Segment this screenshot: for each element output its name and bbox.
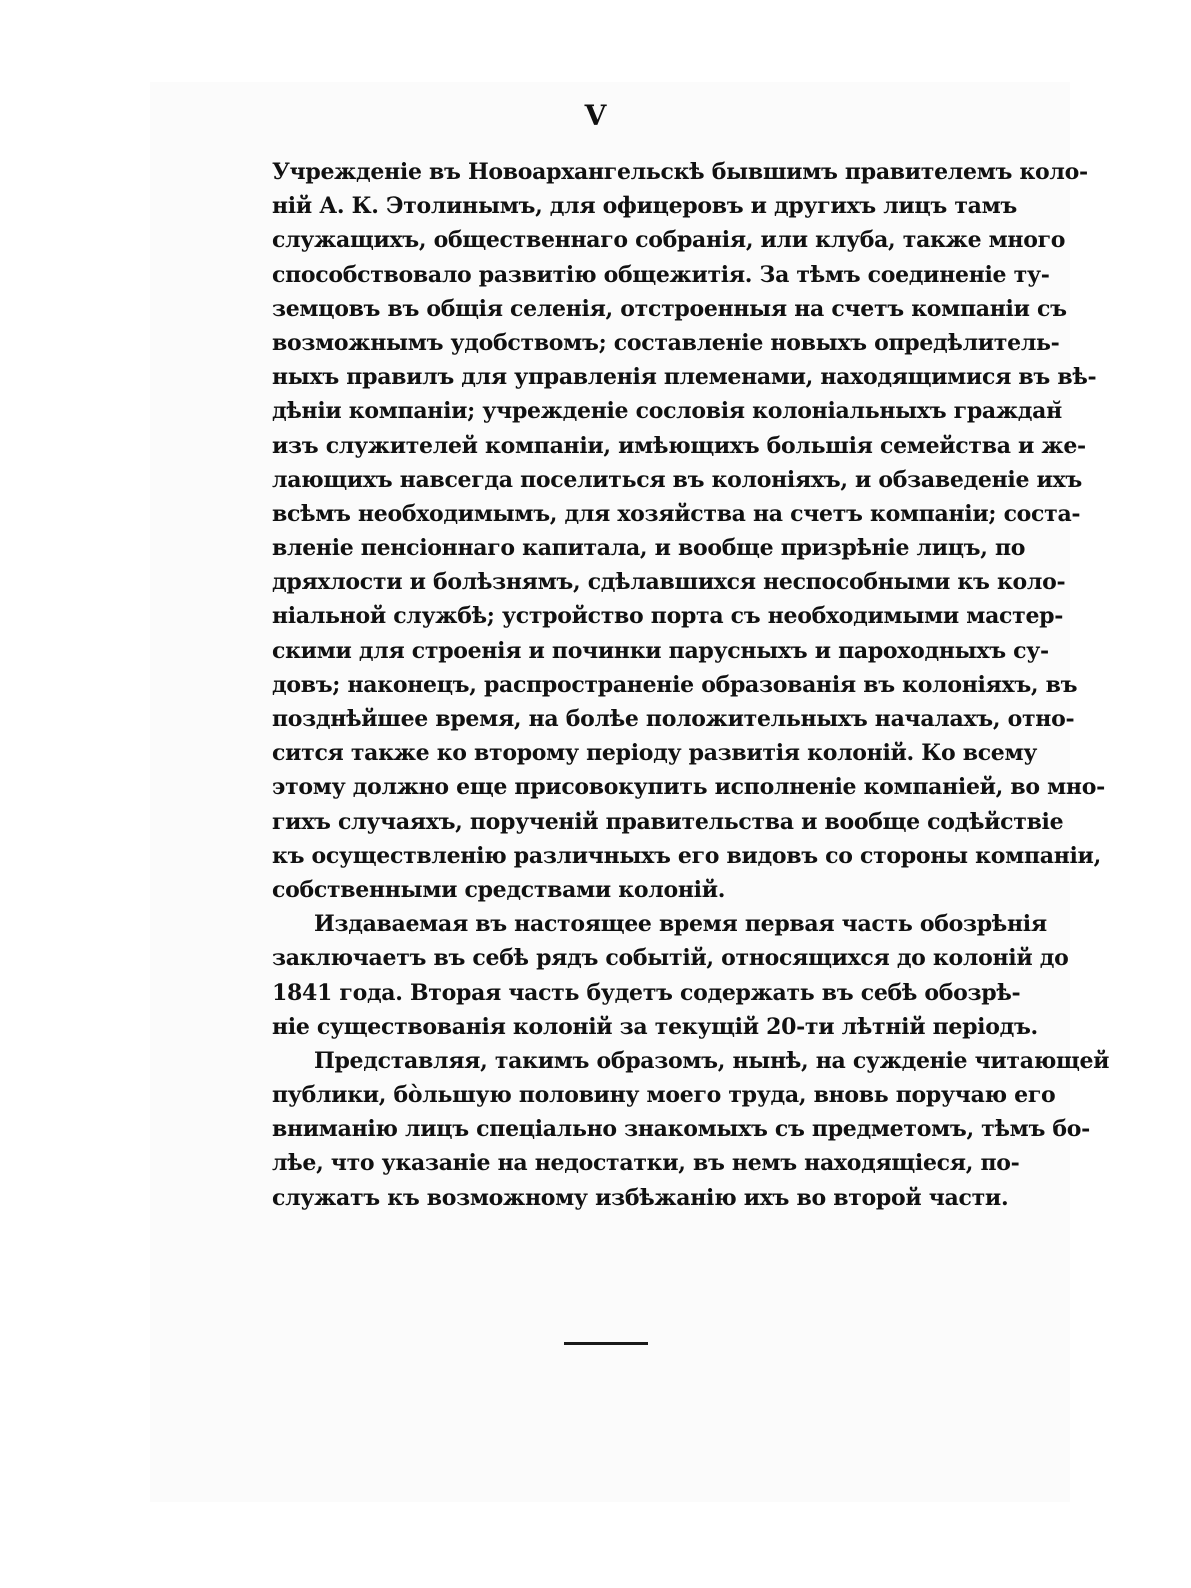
- text-line: Издаваемая въ настоящее время первая часть обозрѣнія: [314, 911, 1047, 938]
- text-line: позднѣйшее время, на болѣе положительныхъ началахъ, отно-: [272, 706, 1075, 732]
- text-line: вленіе пенсіоннаго капитала, и вообще призрѣніе лицъ, по: [272, 535, 1026, 562]
- text-line: ніальной службѣ; устройство порта съ необходимыми мастер-: [272, 603, 1064, 630]
- text-line: дѣніи компаніи; учрежденіе сословія колоніальныхъ граждан̆: [272, 398, 1062, 425]
- text-line: ніе существованія колоній за текущій 20-ти лѣтній періодъ.: [272, 1013, 1038, 1040]
- text-line: собственными средствами колоній.: [272, 876, 726, 903]
- text-line: лающихъ навсегда поселиться въ колоніяхъ, и обзаведеніе ихъ: [272, 466, 1082, 493]
- text-line: лѣе, что указаніе на недостатки, въ немъ находящіеся, по-: [272, 1150, 1020, 1177]
- text-line: всѣмъ необходимымъ, для хозяйства на счетъ компаніи; соста-: [272, 500, 1081, 527]
- text-line: гихъ случаяхъ, порученій правительства и вообще содѣйствіе: [272, 808, 1064, 835]
- text-line: сится также ко второму періоду развитія колоній. Ко всему: [272, 740, 1038, 767]
- text-line: этому должно еще присовокупить исполненіе компаніей, во мно-: [272, 774, 1105, 801]
- text-line: къ осуществленію различныхъ его видовъ со стороны компаніи,: [272, 842, 1101, 869]
- text-line: способствовало развитію общежитія. За тѣмъ соединеніе ту-: [272, 261, 1050, 288]
- text-line: скими для строенія и починки парусныхъ и пароходныхъ су-: [272, 637, 1049, 664]
- text-line: вниманію лицъ спеціально знакомыхъ съ предметомъ, тѣмъ бо-: [272, 1116, 1090, 1143]
- text-line: служатъ къ возможному избѣжанію ихъ во второй части.: [272, 1184, 1009, 1211]
- text-line: ныхъ правилъ для управленія племенами, находящимися въ вѣ-: [272, 364, 1097, 391]
- body-text: [272, 155, 1110, 1215]
- text-line: изъ служителей компаніи, имѣющихъ большія семейства и же-: [272, 432, 1086, 459]
- text-line: ній А. К. Этолинымъ, для офицеровъ и другихъ лицъ тамъ: [272, 193, 1017, 220]
- text-line: земцовъ въ общія селенія, отстроенныя на счетъ компаніи съ: [272, 295, 1067, 322]
- text-line: дряхлости и болѣзнямъ, сдѣлавшихся неспособными къ коло-: [272, 569, 1066, 596]
- text-line: 1841 года. Вторая часть будетъ содержать въ себѣ обозрѣ-: [272, 979, 1021, 1006]
- text-line: заключаетъ въ себѣ рядъ событій, относящихся до колоній до: [272, 945, 1069, 972]
- text-line: довъ; наконецъ, распространеніе образованія въ колоніяхъ, въ: [272, 671, 1078, 698]
- page-number: V: [584, 99, 607, 132]
- closing-rule: [564, 1342, 648, 1345]
- text-line: служащихъ, общественнаго собранія, или клуба, также много: [272, 227, 1066, 254]
- text-line: Представляя, такимъ образомъ, нынѣ, на сужденіе читающей: [314, 1047, 1110, 1074]
- text-line: возможнымъ удобствомъ; составленіе новыхъ опредѣлитель-: [272, 329, 1060, 356]
- text-line: публики, бо̀льшую половину моего труда, вновь поручаю его: [272, 1082, 1056, 1109]
- text-line: Учрежденіе въ Новоархангельскѣ бывшимъ правителемъ коло-: [272, 159, 1088, 185]
